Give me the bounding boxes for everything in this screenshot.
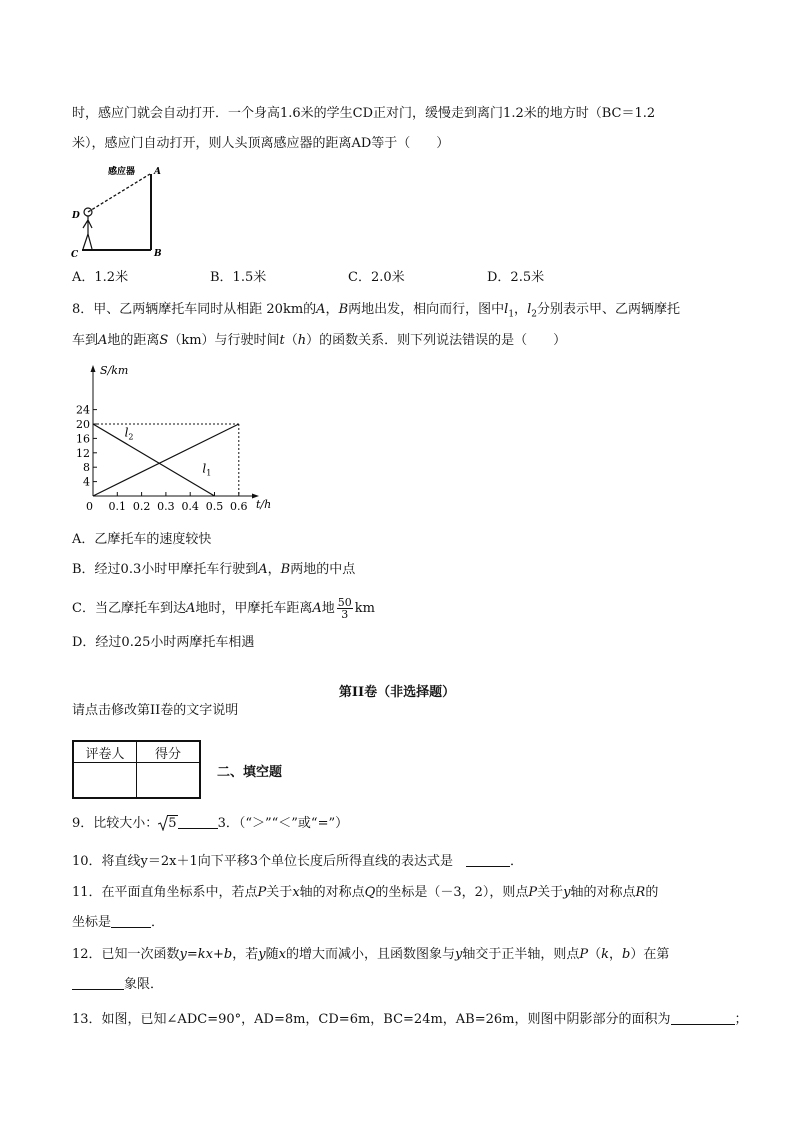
q8-line2: 车到A地的距离S（km）与行驶时间t（h）的函数关系．则下列说法错误的是（ ） <box>72 333 567 348</box>
part2-subtitle: 请点击修改第II卷的文字说明 <box>72 703 239 718</box>
q8-option-b: B．经过0.3小时甲摩托车行驶到A，B两地的中点 <box>72 562 356 577</box>
grader-cell[interactable] <box>73 763 137 799</box>
point-label-b: B <box>154 249 162 259</box>
y-tick-label: 20 <box>76 418 90 431</box>
x-tick-label: 0.4 <box>181 500 199 513</box>
y-tick-label: 8 <box>83 461 90 475</box>
x-tick-label: 0.2 <box>132 500 151 513</box>
q13-answer-blank[interactable] <box>671 1011 735 1025</box>
score-header: 得分 <box>137 741 201 763</box>
grader-header: 评卷人 <box>73 741 137 763</box>
series-label-l2: $l_2$ <box>124 425 134 442</box>
q7-option-b: B．1.5米 <box>210 270 267 285</box>
q9-answer-blank[interactable] <box>178 815 218 829</box>
q12-line1: 12．已知一次函数y=kx+b，若y随x的增大而减小，且函数图象与y轴交于正半轴，则点P（k，b）在第 <box>72 947 670 962</box>
y-tick-label: 16 <box>76 432 90 446</box>
q8-line1: 8．甲、乙两辆摩托车同时从相距 20km的A，B两地出发，相向而行，图中$l_1$，$l_2$分别表示甲、乙两辆摩托 <box>72 302 680 320</box>
x-tick-label: 0.1 <box>108 500 127 513</box>
x-tick-label: 0.6 <box>230 500 248 513</box>
q11-answer-blank[interactable] <box>111 914 151 928</box>
point-label-d: D <box>72 211 80 221</box>
sensor-label: 感应器 <box>108 167 136 177</box>
q8-option-a: A．乙摩托车的速度较快 <box>72 532 212 547</box>
sqrt-5: 5 <box>158 815 177 833</box>
origin-label: 0 <box>86 500 93 513</box>
score-table <box>72 740 201 799</box>
q7-line1: 时，感应门就会自动打开．一个身高1.6米的学生CD正对门，缓慢走到离门1.2米的地方时（BC＝1.2 <box>72 106 656 121</box>
point-label-c: C <box>71 250 79 260</box>
q12-answer-blank[interactable] <box>72 976 124 990</box>
series-label-l1: $l_1$ <box>202 461 212 478</box>
series-line-l1 <box>93 424 239 496</box>
q7-option-c: C．2.0米 <box>348 270 405 285</box>
part2-title: 第II卷（非选择题） <box>338 685 456 700</box>
q10-answer-blank[interactable] <box>466 853 510 867</box>
fraction-50-3: $\frac{50}{3}$ <box>337 596 352 621</box>
q9-line: 9．比较大小： 5 3．（“＞”“＜”或“=”） <box>72 816 349 831</box>
q8-option-c: C．当乙摩托车到达A地时，甲摩托车距离A地 $\frac{50}{3}$ km <box>72 596 375 621</box>
q8-option-d: D．经过0.25小时两摩托车相遇 <box>72 635 255 650</box>
x-tick-label: 0.3 <box>157 500 175 513</box>
q11-line1: 11．在平面直角坐标系中，若点P关于x轴的对称点Q的坐标是（－3，2），则点P关于y轴的对称点R的 <box>72 885 659 900</box>
y-tick-label: 24 <box>76 403 90 417</box>
y-tick-label: 12 <box>76 446 90 460</box>
q11-line2: 坐标是 ． <box>72 915 165 930</box>
q10-line: 10．将直线y＝2x＋1向下平移3个单位长度后所得直线的表达式是 ． <box>72 854 524 869</box>
person-body <box>83 216 92 249</box>
series-line-l2 <box>93 424 215 496</box>
x-tick-label: 0.5 <box>205 500 224 513</box>
distance-time-chart <box>70 362 280 520</box>
q12-line2: 象限． <box>72 976 163 994</box>
q7-line2: 米），感应门自动打开，则人头顶离感应器的距离AD等于（ ） <box>72 136 450 151</box>
door-sensor-figure <box>66 160 176 260</box>
point-label-a: A <box>154 167 161 177</box>
y-axis-arrow <box>91 365 96 372</box>
q13-line: 13．如图，已知∠ADC=90°，AD=8m，CD=6m，BC=24m，AB=26m，则图中阴影部分的面积为 ； <box>72 1012 748 1027</box>
score-cell[interactable] <box>137 763 201 799</box>
y-axis-label: S/km <box>100 364 129 377</box>
y-tick-label: 4 <box>83 475 90 489</box>
q7-option-a: A．1.2米 <box>72 270 129 285</box>
x-axis-label: t/h <box>256 498 272 511</box>
fill-in-heading: 二、填空题 <box>217 765 283 780</box>
sight-line <box>88 174 150 212</box>
q7-option-d: D．2.5米 <box>487 270 545 285</box>
